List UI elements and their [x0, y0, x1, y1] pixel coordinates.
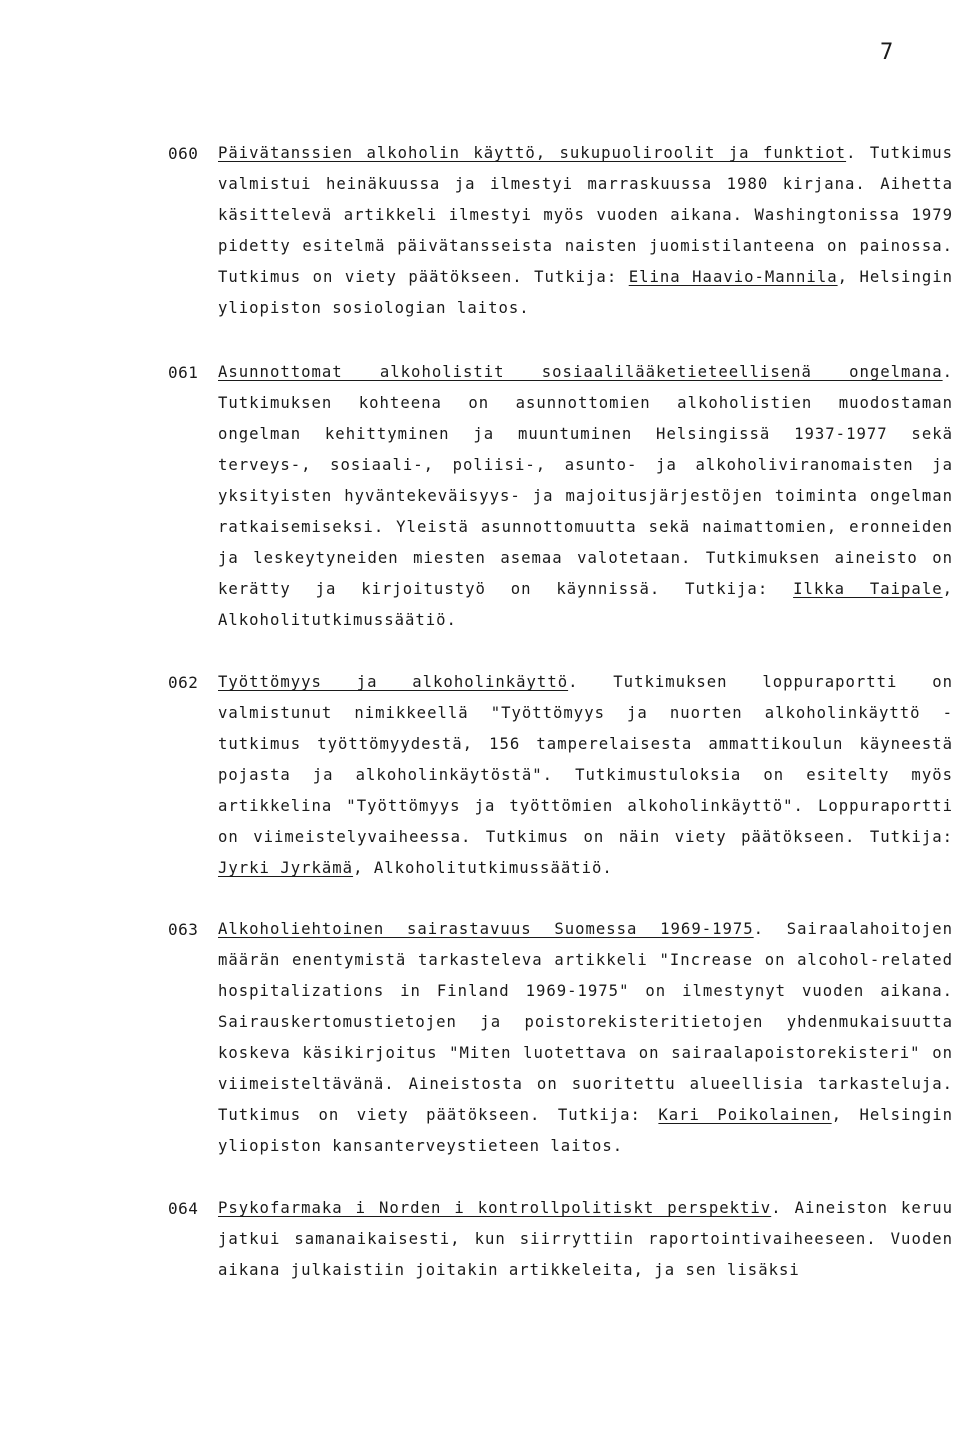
entry-title: Psykofarmaka i Norden i kontrollpolitiskt perspektiv — [218, 1199, 772, 1217]
entry-title: Työttömyys ja alkoholinkäyttö — [218, 673, 569, 691]
entry-text — [218, 914, 953, 1162]
entry-title: Asunnottomat alkoholistit sosiaalilääketieteellisenä ongelmana — [218, 363, 943, 381]
entry-title-end: . — [753, 920, 765, 938]
entry-text — [218, 357, 953, 636]
entry-description: Sairaalahoitojen määrän enentymistä tarkasteleva artikkeli "Increase on alcohol-related hospitalizations in Finland 1969-1975" on ilmestynyt vuoden aikana. Sairauskertomustietojen ja poistorekisteritietojen yhdenmukaisuutta koskeva käsikirjoitus "Miten luotettava on sairaalapoistorekisteri" on viimeisteltävänä. Aineistosta on suoritettu alueellisia tarkasteluja. Tutkimus on viety päätökseen. Tutkija: — [218, 920, 953, 1124]
entry-description: Tutkimus valmistui heinäkuussa ja ilmestyi marraskuussa 1980 kirjana. Aihetta käsittelevä artikkeli ilmestyi myös vuoden aikana. Washingtonissa 1979 pidetty esitelmä päivätansseista naisten juomistilanteena on painossa. Tutkimus on viety päätökseen. Tutkija: — [218, 144, 953, 286]
entry-number: 064 — [168, 1199, 199, 1218]
entry-number: 063 — [168, 920, 199, 939]
entry-number: 060 — [168, 144, 199, 163]
entry-text — [218, 138, 953, 324]
entry-title: Päivätanssien alkoholin käyttö, sukupuoliroolit ja funktiot — [218, 144, 847, 162]
entry-text — [218, 667, 953, 884]
entry-affiliation: , Helsingin yliopiston kansanterveystieteen laitos. — [218, 1106, 953, 1155]
entry-affiliation: , Alkoholitutkimussäätiö. — [218, 580, 953, 629]
entry-description: Aineiston keruu jatkui samanaikaisesti, kun siirryttiin raportointivaiheeseen. Vuoden aikana julkaistiin joitakin artikkeleita, ja sen lisäksi — [218, 1199, 953, 1279]
entry-title: Alkoholiehtoinen sairastavuus Suomessa 1969-1975 — [218, 920, 754, 938]
entry-title-end: . — [771, 1199, 782, 1217]
researcher-name: Ilkka Taipale — [793, 580, 943, 598]
researcher-name: Kari Poikolainen — [658, 1106, 832, 1124]
researcher-name: Elina Haavio-Mannila — [628, 268, 838, 286]
page-number: 7 — [880, 40, 895, 65]
entry-affiliation: , Alkoholitutkimussäätiö. — [353, 859, 613, 877]
entry-number: 061 — [168, 363, 199, 382]
entry-text — [218, 1193, 953, 1286]
entry-number: 062 — [168, 673, 199, 692]
entry-description: Tutkimuksen loppuraportti on valmistunut nimikkeellä "Työttömyys ja nuorten alkoholinkäyttö - tutkimus työttömyydestä, 156 tamperelaisesta ammattikoulun käyneestä pojasta ja alkoholinkäytöstä". Tutkimustuloksia on esitelty myös artikkelina "Työttömyys ja työttömien alkoholinkäyttö". Loppuraportti on viimeistelyvaiheessa. Tutkimus on näin viety päätökseen. Tutkija: — [218, 673, 953, 846]
entry-title-end: . — [846, 144, 857, 162]
entry-title-end: . — [568, 673, 579, 691]
entry-title-end: . — [942, 363, 953, 381]
entry-description: Tutkimuksen kohteena on asunnottomien alkoholistien muodostaman ongelman kehittyminen ja muuntuminen Helsingissä 1937-1977 sekä terveys-, sosiaali-, poliisi-, asunto- ja alkoholiviranomaisten ja yksityisten hyväntekeväisyys- ja majoitusjärjestöjen toiminta ongelman ratkaisemiseksi. Yleistä asunnottomuutta sekä naimattomien, eronneiden ja leskeytyneiden miesten asemaa valotetaan. Tutkimuksen aineisto on kerätty ja kirjoitustyö on käynnissä. Tutkija: — [218, 394, 953, 598]
entry-affiliation: , Helsingin yliopiston sosiologian laitos. — [218, 268, 953, 317]
researcher-name: Jyrki Jyrkämä — [218, 859, 354, 877]
